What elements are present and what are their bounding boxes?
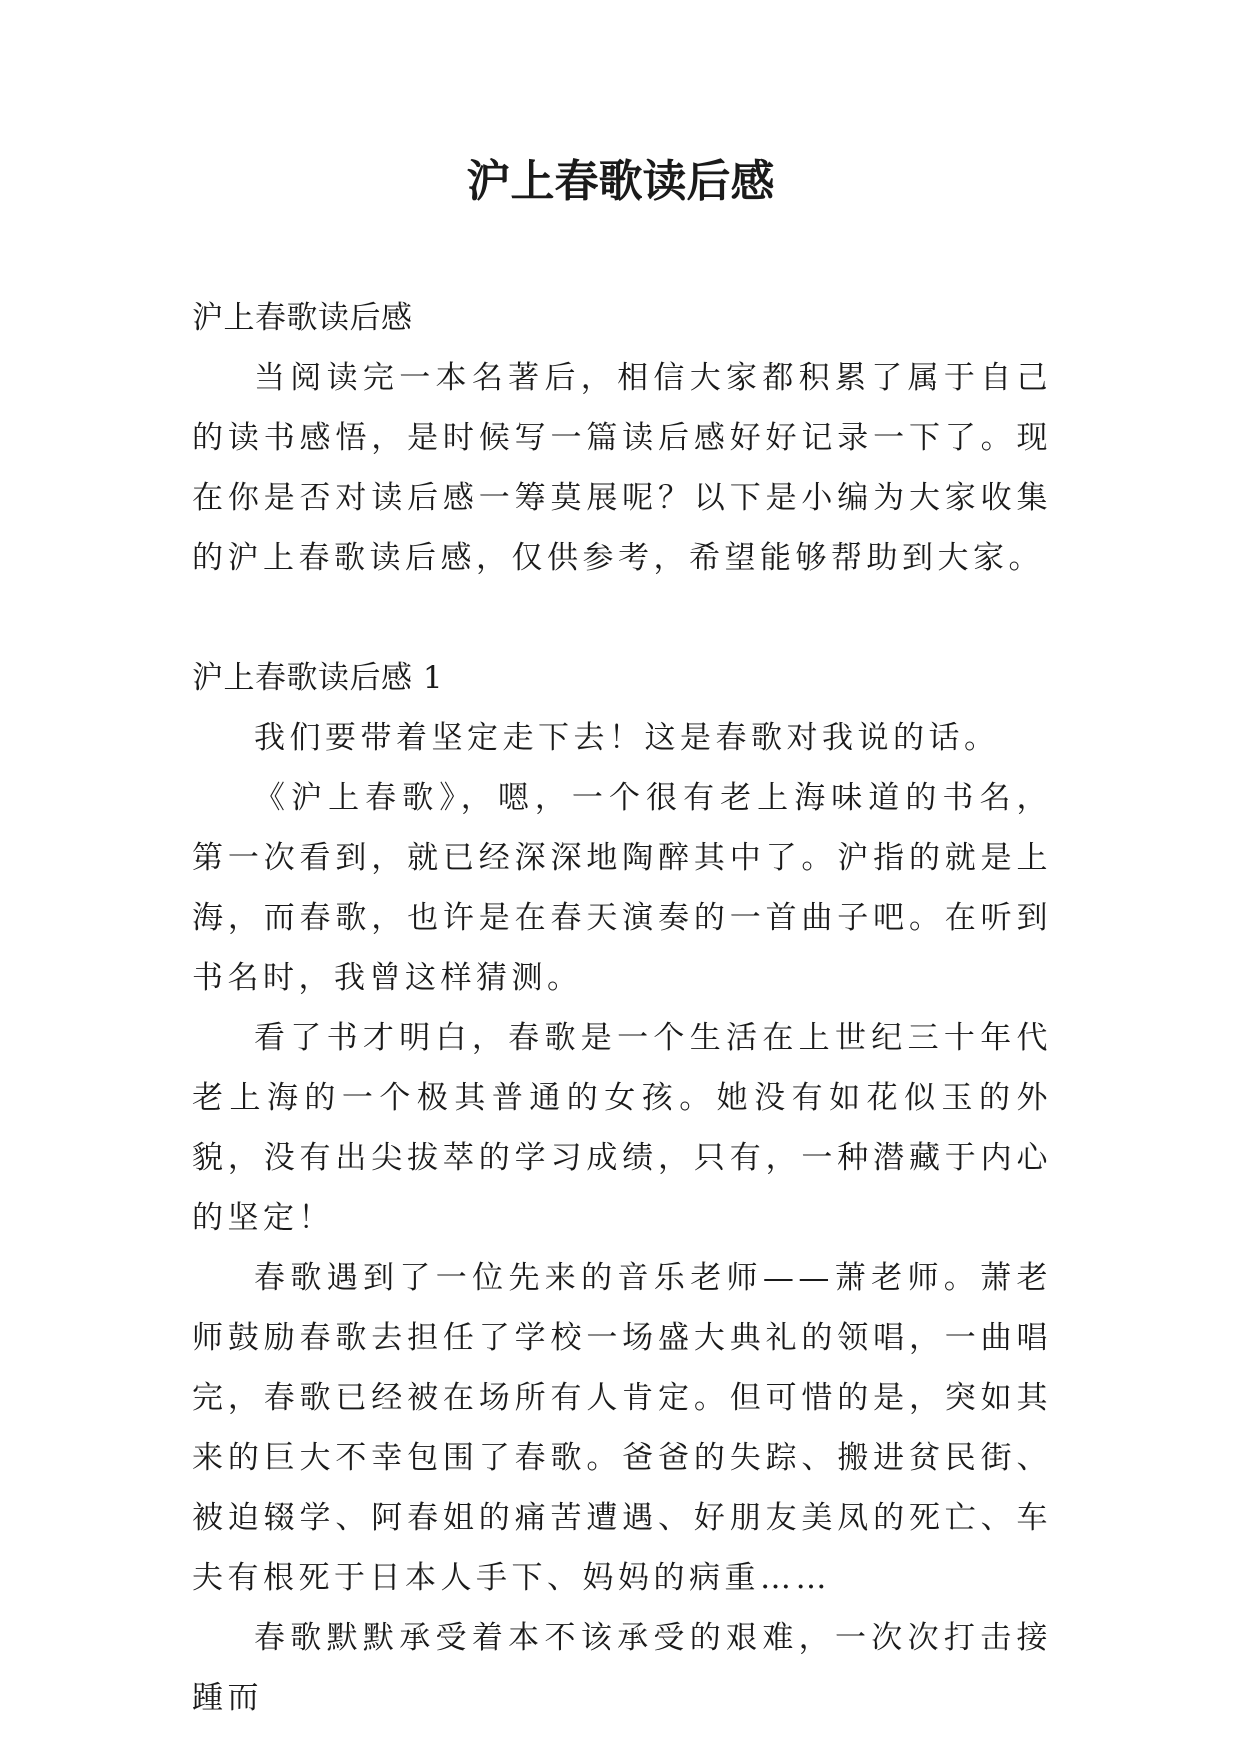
section1-paragraph: 《沪上春歌》，嗯，一个很有老上海味道的书名，第一次看到，就已经深深地陶醉其中了。沪指的就是上海，而春歌，也许是在春天演奏的一首曲子吧。在听到书名时，我曾这样猜测。 (192, 780, 1052, 996)
section-spacer (192, 588, 1052, 648)
intro-heading: 沪上春歌读后感 (192, 300, 413, 336)
document-body (192, 288, 1052, 1728)
section1-paragraph: 春歌默默承受着本不该承受的艰难，一次次打击接踵而 (192, 1620, 1052, 1716)
section1-paragraph: 看了书才明白，春歌是一个生活在上世纪三十年代老上海的一个极其普通的女孩。她没有如花似玉的外貌，没有出尖拔萃的学习成绩，只有，一种潜藏于内心的坚定！ (192, 1020, 1052, 1236)
section1-heading: 沪上春歌读后感 1 (192, 660, 444, 696)
section1-paragraph: 我们要带着坚定走下去！这是春歌对我说的话。 (254, 720, 1000, 756)
document-title: 沪上春歌读后感 (466, 156, 775, 207)
intro-paragraph: 当阅读完一本名著后，相信大家都积累了属于自己的读书感悟，是时候写一篇读后感好好记录一下了。现在你是否对读后感一筹莫展呢？以下是小编为大家收集的沪上春歌读后感，仅供参考，希望能够帮助到大家。 (192, 360, 1052, 576)
section1-paragraph: 春歌遇到了一位先来的音乐老师——萧老师。萧老师鼓励春歌去担任了学校一场盛大典礼的领唱，一曲唱完，春歌已经被在场所有人肯定。但可惜的是，突如其来的巨大不幸包围了春歌。爸爸的失踪、搬进贫民街、被迫辍学、阿春姐的痛苦遭遇、好朋友美凤的死亡、车夫有根死于日本人手下、妈妈的病重…… (192, 1260, 1052, 1596)
